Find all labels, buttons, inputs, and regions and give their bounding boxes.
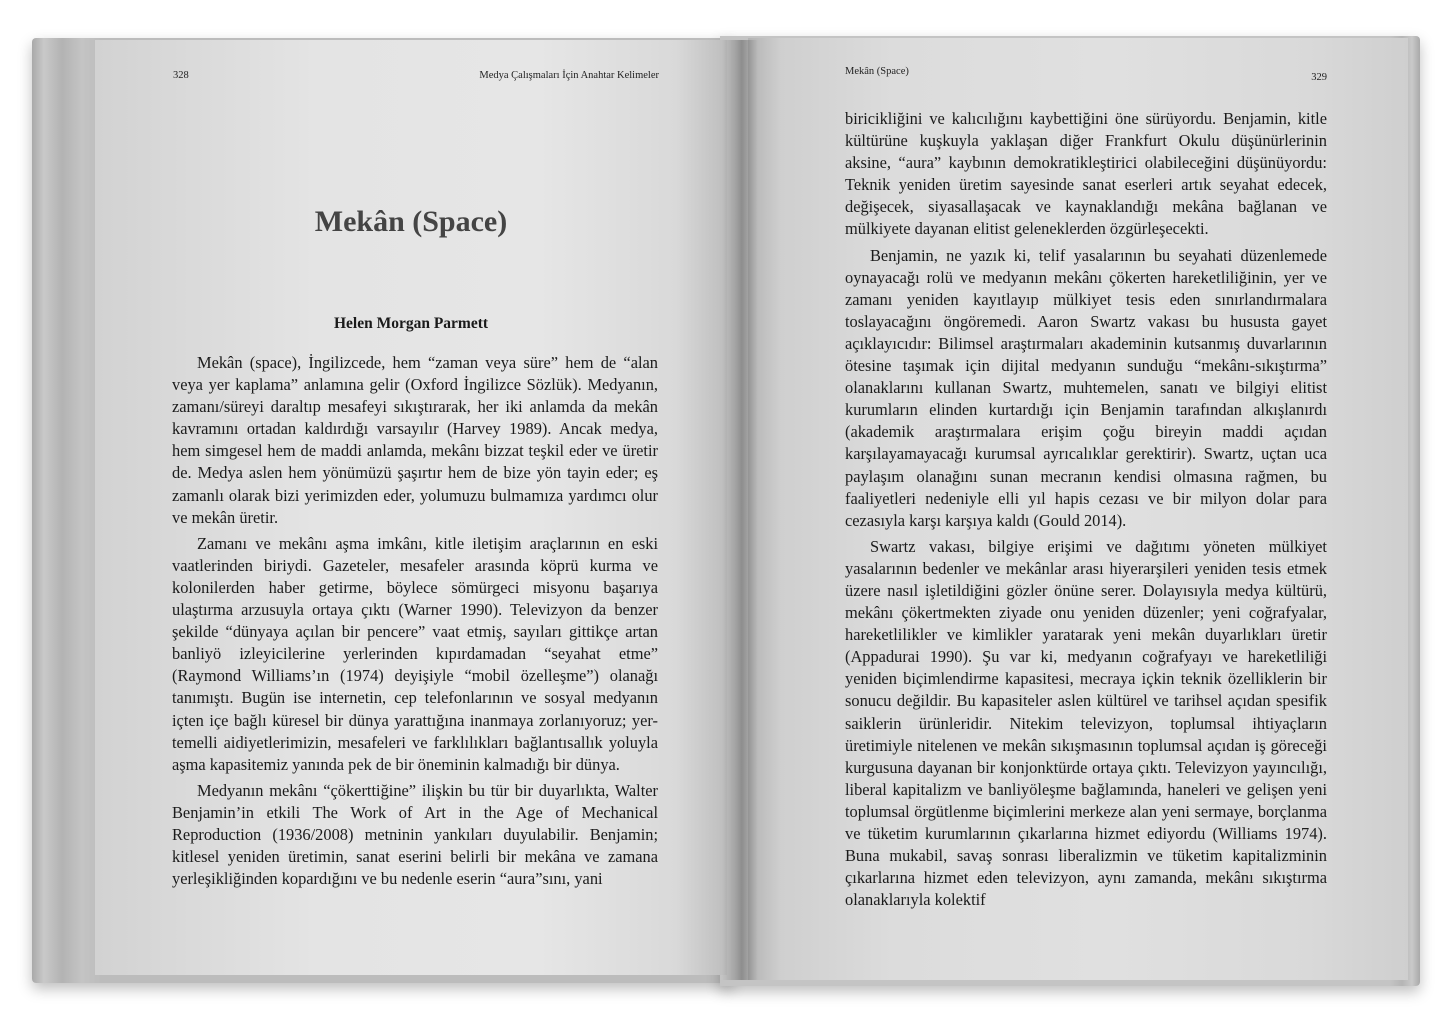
right-running-head: Mekân (Space) [845,66,909,77]
chapter-author: Helen Morgan Parmett [333,315,489,332]
right-paragraph-2: Benjamin, ne yazık ki, telif yasalarının bu seyahati düzenlemede oynayacağı rolü ve medyanın mekânı çökerten hareketliliğinin, yer ve zamanı yeniden kayıtlayıp mülkiyet tesis eden sınırlandırmalara toslayacağını öngöremedi. Aaron Swartz vakası bu hususta gayet açıklayıcıdır: Bilimsel araştırmaları akademinin kutsanmış duvarlarının ötesine taşımak için dijital medyanın sunduğu “mekânı-sıkıştırma” olanaklarını kullanan Swartz, muhtemelen, sanatı ve bilgiyi elitist kurumların elinden kurtardığı için Benjamin tarafından alkışlanırdı (akademik araştırmalara erişim çoğu bireyin maddi açıdan karşılayamayacağı kurumsal ayrıcalıklar gerektirir). Swartz, uçtan uca paylaşım olanağını sunan mecranın kendisi olmasına rağmen, bu faaliyetleri nedeniyle elli yıl hapis cezası ve bir milyon dolar para cezasıyla karşı karşıya kaldı (Gould 2014). [845,245,1327,530]
chapter-title: Mekân (Space) [314,205,508,238]
left-running-head: Medya Çalışmaları İçin Anahtar Kelimeler [479,70,659,81]
left-body-text [172,352,658,894]
left-page [95,40,727,975]
left-paragraph-2: Zamanı ve mekânı aşma imkânı, kitle iletişim araçlarının en eski vaatlerinden biriydi. Gazeteler, mesafeler arasında köprü kurma ve kolonilerden haber getirme, böylece sömürgeci misyonu başarıya ulaştırma arzusuyla ortaya çıktı (Warner 1990). Televizyon da benzer şekilde “dünyaya açılan bir pencere” vaat etmiş, sayıları gittikçe artan banliyö izleyicilerine yerlerinden kıpırdamadan “seyahat etme” (Raymond Williams’ın (1974) deyişiyle “mobil özelleşme”) olanağı tanımıştı. Bugün ise internetin, cep telefonlarının ve sosyal medyanın içten içe bağlı küresel bir dünya yarattığına inanmaya zorlanıyoruz; yer-temelli aidiyetlerimizin, mesafeleri ve farklılıkları bağlantısallık yoluyla aşma kapasitemiz yanında pek de bir öneminin kalmadığı bir dünya. [172,533,658,774]
right-page-number: 329 [1311,72,1327,83]
left-page-number: 328 [173,70,189,81]
book-gutter-shadow [722,40,758,980]
left-paragraph-3: Medyanın mekânı “çökerttiğine” ilişkin bu tür bir duyarlıkta, Walter Benjamin’in etkili The Work of Art in the Age of Mechanical Reproduction (1936/2008) metninin yankıları duyulabilir. Benjamin; kitlesel yeniden üretimin, sanat eserini belirli bir mekâna ve zamana yerleşikliğinden kopardığını ve bu nedenle eserin “aura”sını, yani [172,780,658,889]
right-body-text [845,108,1327,915]
right-page [748,38,1408,980]
right-paragraph-1: biricikliğini ve kalıcılığını kaybettiğini öne sürüyordu. Benjamin, kitle kültürüne kuşkuyla yaklaşan diğer Frankfurt Okulu düşünürlerinin aksine, “aura” kaybının demokratikleştirici olabileceğini düşünüyordu: Teknik yeniden üretim sayesinde sanat eserleri artık seyahat edecek, değişecek, siyasallaşacak ve kaynaklandığı mekâna bağlanan ve mülkiyete dayanan elitist geleneklerden özgürleşecekti. [845,109,1327,239]
left-paragraph-1: Mekân (space), İngilizcede, hem “zaman veya süre” hem de “alan veya yer kaplama” anlamına gelir (Oxford İngilizce Sözlük). Medyanın, zamanı/süreyi daraltıp mesafeyi sıkıştırarak, her iki anlamda da mekân kavramını ortadan kaldırdığı varsayılır (Harvey 1989). Ancak medya, hem simgesel hem de maddi anlamda, mekânı bizzat teşkil eder ve üretir de. Medya aslen hem yönümüzü şaşırtır hem de bize yön tayin eder; eş zamanlı olarak bizi yerimizden eder, yolumuzu bulmamıza yardımcı olur ve mekân üretir. [172,353,658,527]
right-paragraph-3: Swartz vakası, bilgiye erişimi ve dağıtımı yöneten mülkiyet yasalarının bedenler ve mekânlar arası hiyerarşileri yeniden tesis etmek üzere nasıl işletildiğini gözler önüne serer. Dolayısıyla medya kültürü, mekânı çökertmekten ziyade onu yeniden düzenler; yeni coğrafyalar, hareketlilikler ve kimlikler yaratarak yeni mekân duyarlıkları üretir (Appadurai 1990). Şu var ki, medyanın coğrafyayı ve hareketliliği yeniden biçimlendirme kapasitesi, mecraya içkin teknik özelliklerin bir sonucu değildir. Bu kapasiteler aslen kültürel ve tarihsel açıdan spesifik saiklerin ürünleridir. Nitekim televizyon, toplumsal ihtiyaçların üretimiyle nitelenen ve mekân sıkışmasının toplumsal açıdan iş göreceği kurgusuna dayanan bir konjonktürde ortaya çıktı. Televizyon yayıncılığı, liberal kapitalizm ve banliyöleşme bağlamında, haneleri ve gelişen yeni toplumsal örgütlenme biçimlerini merkeze alan yeni sermaye, borçlanma ve tüketim kurumlarının çıkarlarına hizmet ediyordu (Williams 1974). Buna mukabil, savaş sonrası liberalizmin ve tüketim kapitalizminin çıkarlarına hizmet eden televizyon, aynı zamanda, mekânı sıkıştırma olanaklarıyla kolektif [845,536,1327,910]
